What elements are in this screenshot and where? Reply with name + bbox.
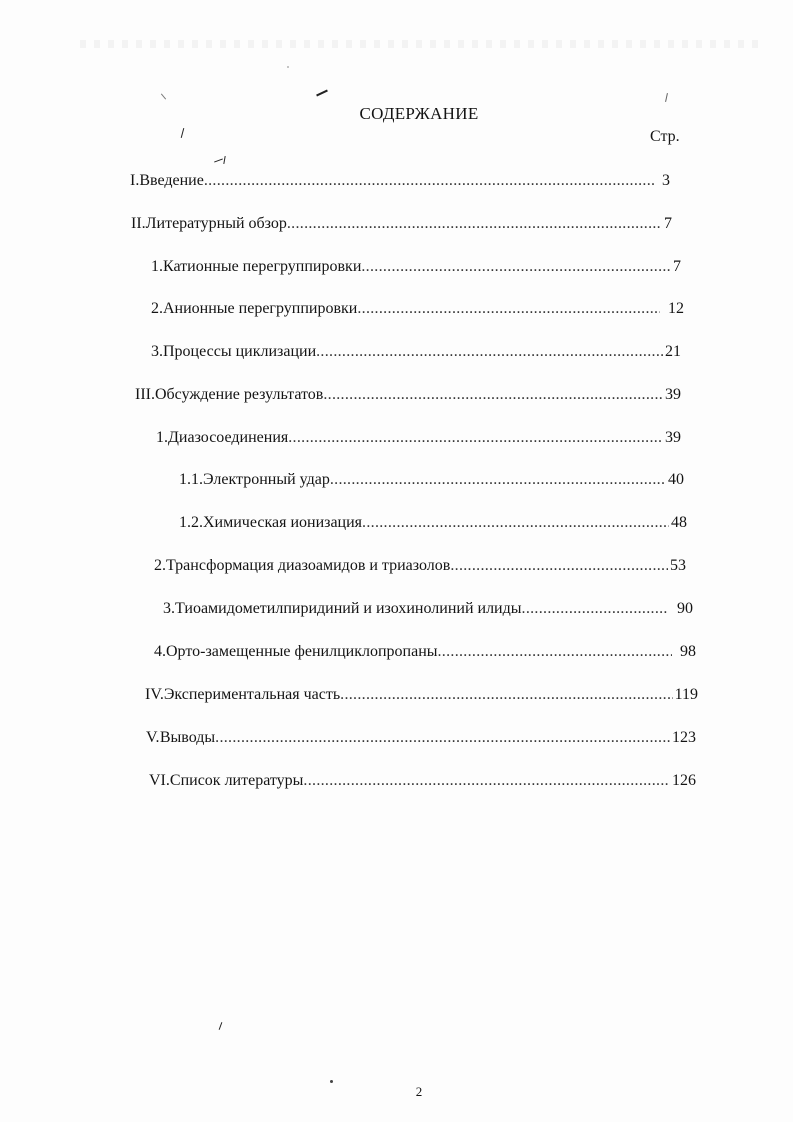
- pen-mark: [181, 128, 185, 138]
- toc-entry-page: 90: [677, 600, 693, 617]
- toc-entry-text: Анионные перегруппировки: [163, 300, 358, 317]
- toc-entry-page: 21: [665, 343, 681, 360]
- toc-entry-number: V.: [146, 729, 160, 746]
- toc-entry-number: 1.: [151, 258, 163, 275]
- toc-leader-dots: [438, 641, 673, 663]
- toc-entry-page: 123: [672, 729, 696, 746]
- toc-leader-dots: [450, 555, 668, 577]
- toc-entry: [154, 641, 696, 663]
- toc-leader-dots: [323, 384, 663, 406]
- toc-entry-page: 7: [664, 215, 672, 232]
- toc-entry-number: 4.: [154, 643, 166, 660]
- pen-mark: [219, 1022, 223, 1030]
- toc-entry-text: Катионные перегруппировки: [163, 258, 362, 275]
- toc-entry-text: Орто-замещенные фенилциклопропаны: [166, 643, 438, 660]
- toc-leader-dots: [288, 427, 663, 449]
- toc-entry-page: 7: [673, 258, 681, 275]
- toc-entry-number: II.: [131, 215, 146, 232]
- toc-entry: [163, 598, 693, 620]
- toc-leader-dots: [287, 213, 662, 235]
- toc-entry-number: 3.: [151, 343, 163, 360]
- toc-leader-dots: [330, 469, 666, 491]
- toc-entry-page: 39: [665, 386, 681, 403]
- toc-entry-text: Тиоамидометилпиридиний и изохинолиний илиды: [175, 600, 522, 617]
- toc-leader-dots: [357, 298, 660, 320]
- toc-entry: [149, 770, 696, 792]
- toc-entry: [151, 341, 681, 363]
- toc-leader-dots: [340, 684, 672, 706]
- toc-entry-text: Обсуждение результатов: [154, 386, 324, 403]
- toc-entry-number: 3.: [163, 600, 175, 617]
- toc-entry-number: 1.: [156, 429, 168, 446]
- toc-entry-number: III.: [135, 386, 155, 403]
- toc-entry-page: 119: [674, 686, 698, 703]
- toc-entry-page: 126: [672, 772, 696, 789]
- toc-entry-number: 1.2.: [179, 514, 203, 531]
- toc-entry-number: 2.: [151, 300, 163, 317]
- toc-leader-dots: [362, 512, 669, 534]
- toc-leader-dots: [303, 770, 670, 792]
- toc-entry-page: 48: [671, 514, 687, 531]
- toc-entry-text: Выводы: [159, 729, 216, 746]
- toc-entry: [154, 555, 686, 577]
- toc-entry: [145, 684, 698, 706]
- toc-leader-dots: [361, 256, 671, 278]
- pen-mark: [214, 158, 223, 162]
- toc-entry-text: Электронный удар: [203, 471, 330, 488]
- page-number: 2: [415, 1084, 423, 1099]
- toc-entry-page: 53: [670, 557, 686, 574]
- toc-entry: [156, 427, 681, 449]
- scan-speck: [330, 1080, 333, 1083]
- toc-entry-text: Диазосоединения: [168, 429, 289, 446]
- toc-entry: [179, 469, 684, 491]
- toc-leader-dots: [522, 598, 667, 620]
- toc-leader-dots: [204, 170, 656, 192]
- scan-speck: [287, 66, 289, 68]
- toc-entry-number: VI.: [149, 772, 170, 789]
- scan-noise: [80, 40, 760, 48]
- toc-entry-number: 1.1.: [179, 471, 203, 488]
- toc-entry-page: 3: [662, 172, 670, 189]
- toc-entry-text: Процессы циклизации: [163, 343, 317, 360]
- pen-mark: [161, 93, 166, 99]
- pen-mark: [316, 90, 328, 97]
- toc-leader-dots: [316, 341, 663, 363]
- toc-entry: [179, 512, 687, 534]
- toc-entry-page: 40: [668, 471, 684, 488]
- page-title: СОДЕРЖАНИЕ: [359, 104, 479, 123]
- toc-entry-text: Литературный обзор: [145, 215, 287, 232]
- pen-mark: [223, 156, 225, 164]
- toc-entry-number: IV.: [145, 686, 164, 703]
- toc-entry-text: Введение: [139, 172, 204, 189]
- toc-entry-text: Экспериментальная часть: [163, 686, 341, 703]
- toc-entry: [151, 298, 684, 320]
- toc-entry-page: 39: [665, 429, 681, 446]
- toc-entry-page: 12: [668, 300, 684, 317]
- toc-entry: [130, 170, 670, 192]
- toc-entry-text: Трансформация диазоамидов и триазолов: [166, 557, 451, 574]
- toc-entry-page: 98: [680, 643, 696, 660]
- toc-leader-dots: [215, 727, 670, 749]
- toc-entry-text: Список литературы: [169, 772, 304, 789]
- toc-entry-number: 2.: [154, 557, 166, 574]
- toc-entry: [135, 384, 681, 406]
- toc-entry-text: Химическая ионизация: [203, 514, 363, 531]
- toc-entry: [131, 213, 672, 235]
- toc-entry: [151, 256, 681, 278]
- pen-mark: [665, 93, 668, 102]
- toc-entry: [146, 727, 696, 749]
- toc-entry-number: I.: [130, 172, 140, 189]
- page-column-label: Стр.: [650, 128, 680, 145]
